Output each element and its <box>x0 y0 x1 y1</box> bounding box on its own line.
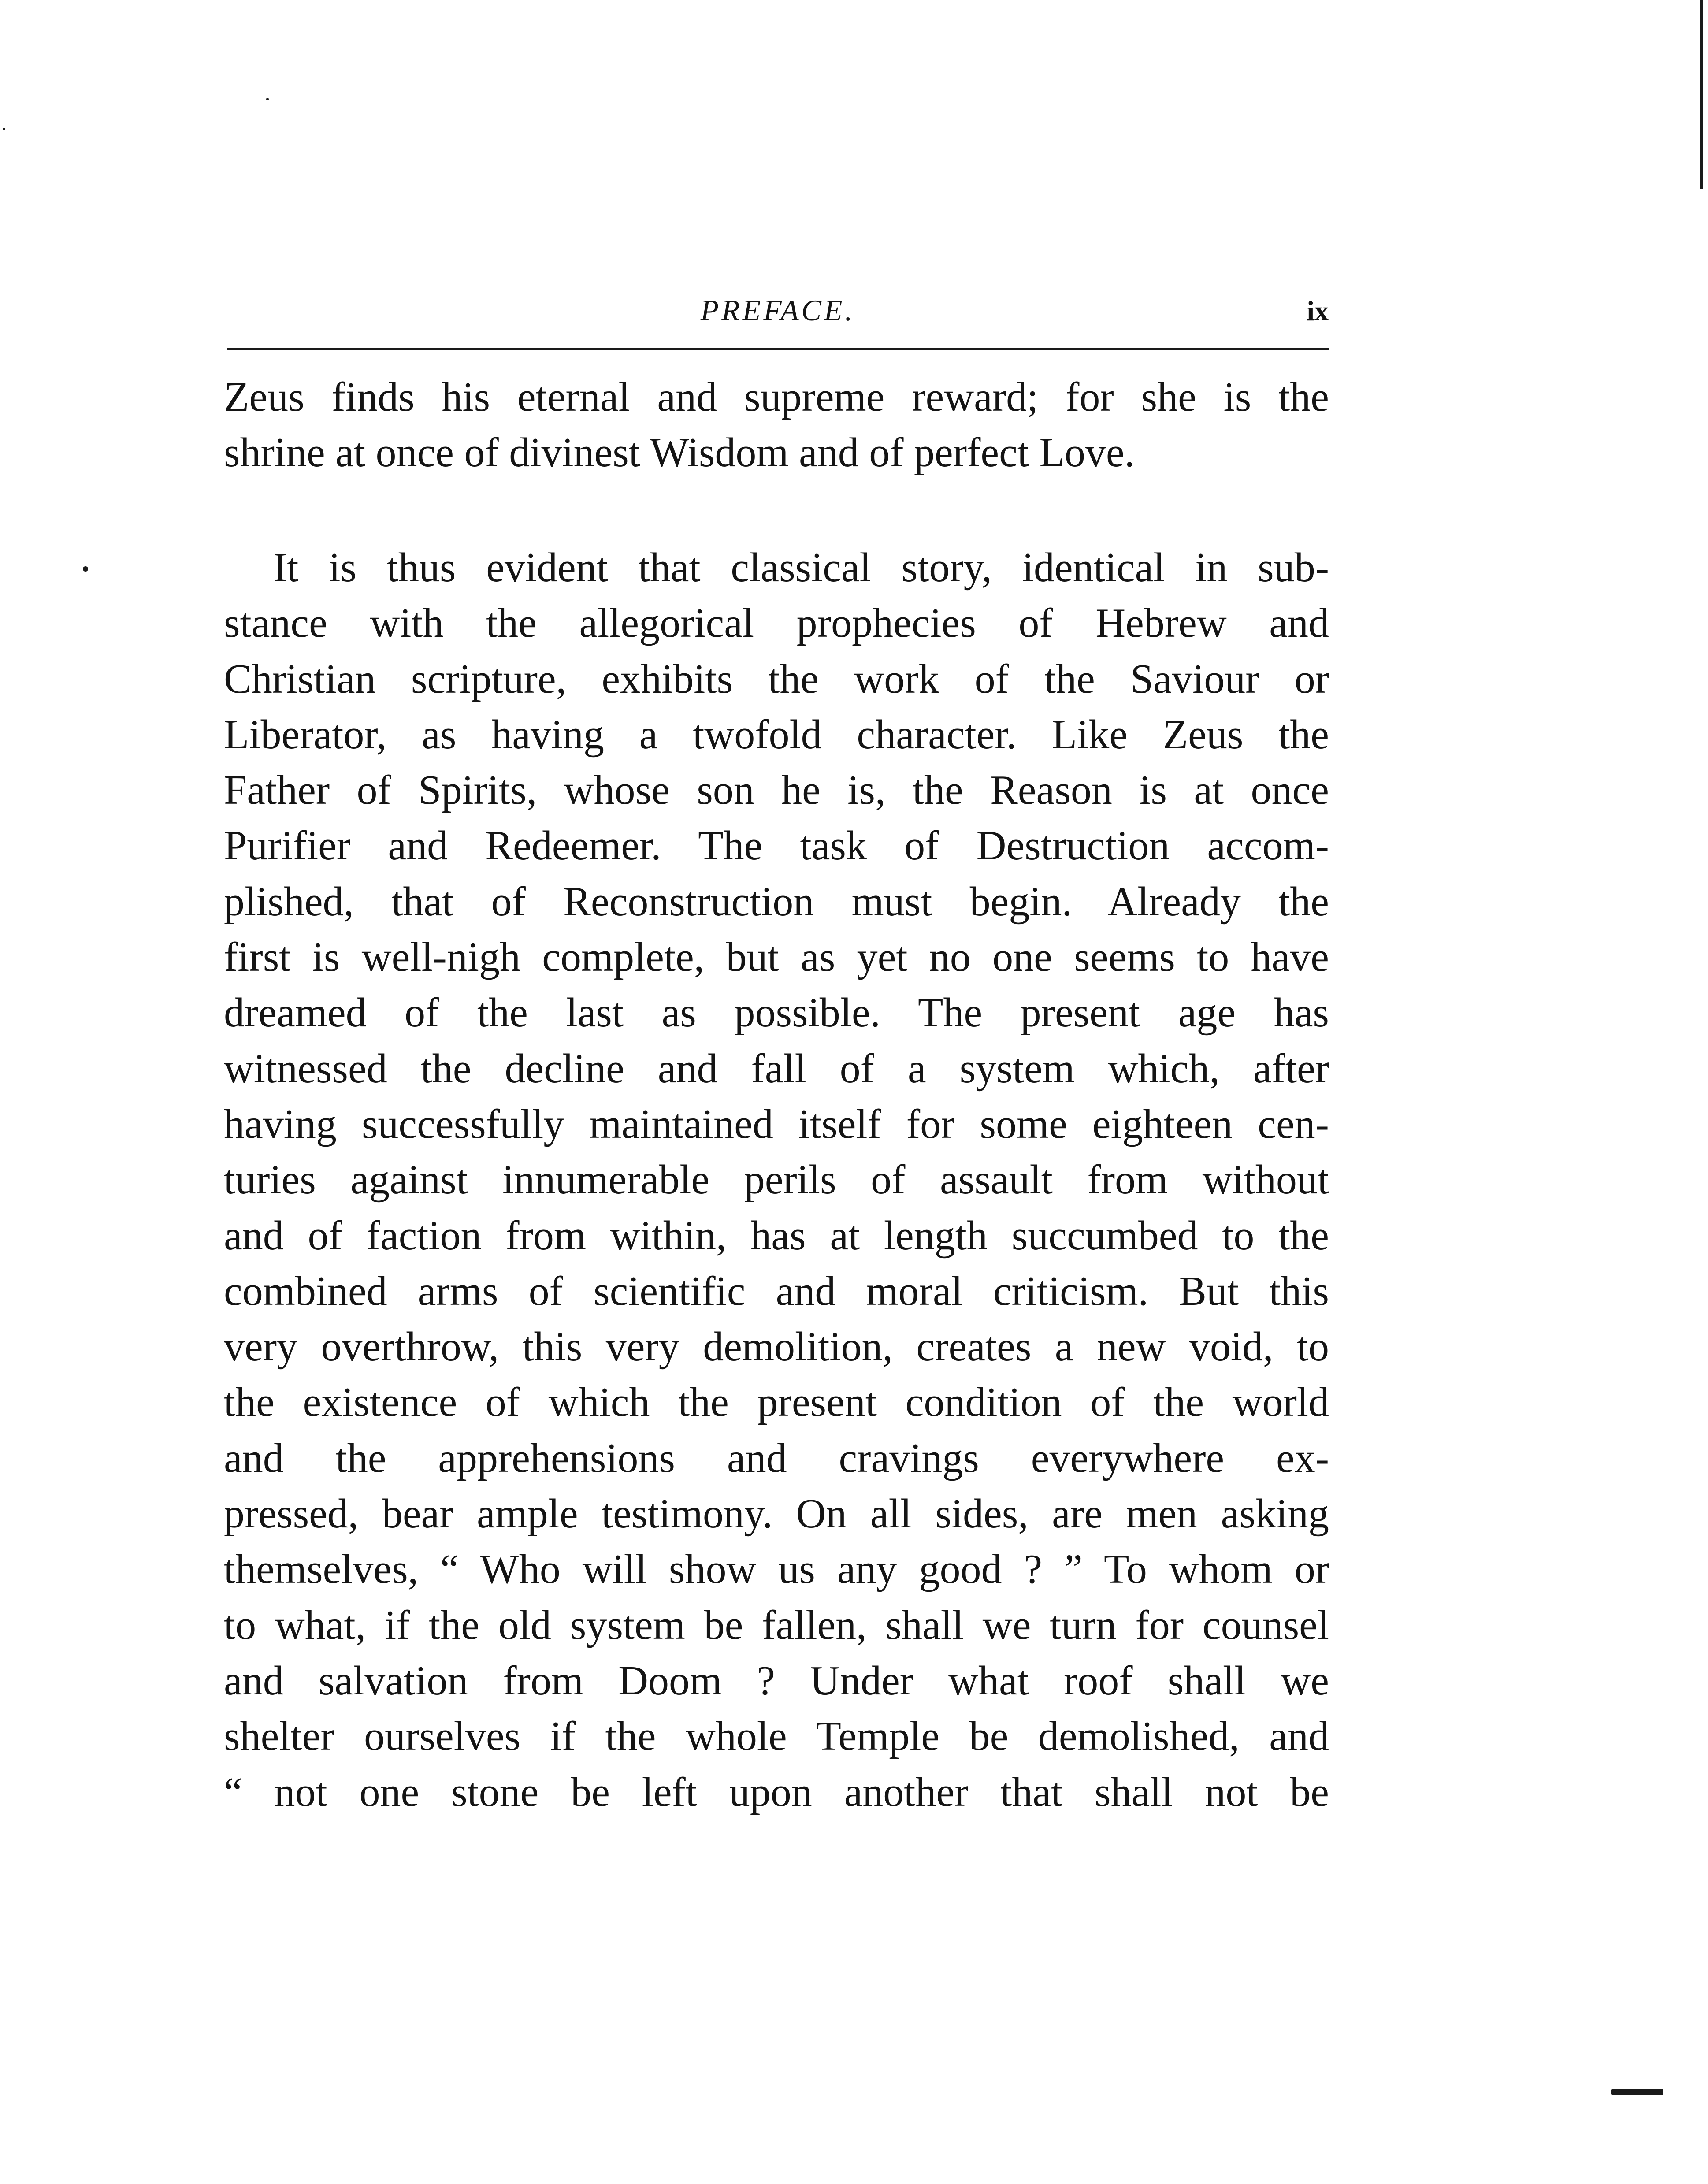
paragraph-1 <box>224 369 1329 481</box>
text-line: combined arms of scientific and moral criticism. But this <box>224 1268 1329 1314</box>
text-line: the existence of which the present condition of the world <box>224 1379 1329 1426</box>
text-line: Purifier and Redeemer. The task of Destruction accom- <box>224 823 1329 869</box>
page-number: ix <box>1307 295 1329 327</box>
text-line: Christian scripture, exhibits the work of the Saviour or <box>224 656 1329 702</box>
text-line: first is well-nigh complete, but as yet no one seems to have <box>224 934 1329 981</box>
text-line: shrine at once of divinest Wisdom and of perfect Love. <box>224 430 1135 476</box>
text-line: and the apprehensions and cravings everywhere ex- <box>224 1435 1329 1481</box>
header-rule <box>227 348 1329 350</box>
scan-dash <box>1611 2089 1663 2095</box>
scan-dot <box>3 128 5 130</box>
scan-edge-line <box>1700 0 1703 189</box>
text-line: Father of Spirits, whose son he is, the Reason is at once <box>224 767 1329 813</box>
text-line: turies against innumerable perils of assault from without <box>224 1157 1329 1203</box>
text-line: to what, if the old system be fallen, shall we turn for counsel <box>224 1602 1329 1648</box>
text-line: having successfully maintained itself for some eighteen cen- <box>224 1101 1329 1147</box>
text-line: “ not one stone be left upon another that shall not be <box>224 1769 1329 1815</box>
text-line: and of faction from within, has at length succumbed to the <box>224 1212 1329 1259</box>
text-line: plished, that of Reconstruction must begin. Already the <box>224 878 1329 925</box>
running-head <box>227 293 1329 342</box>
text-line: and salvation from Doom ? Under what roof shall we <box>224 1657 1329 1704</box>
text-line: Liberator, as having a twofold character. Like Zeus the <box>224 711 1329 758</box>
running-title: PREFACE. <box>700 293 855 327</box>
text-line: dreamed of the last as possible. The present age has <box>224 990 1329 1036</box>
text-line: It is thus evident that classical story, identical in sub- <box>273 545 1329 591</box>
text-line: witnessed the decline and fall of a system which, after <box>224 1045 1329 1092</box>
text-line: pressed, bear ample testimony. On all sides, are men asking <box>224 1491 1329 1537</box>
scan-dot <box>266 98 269 100</box>
text-line: very overthrow, this very demolition, creates a new void, to <box>224 1324 1329 1370</box>
text-line: stance with the allegorical prophecies of Hebrew and <box>224 600 1329 646</box>
text-line: shelter ourselves if the whole Temple be demolished, and <box>224 1713 1329 1760</box>
paragraph-2 <box>224 540 1329 1820</box>
text-line: themselves, “ Who will show us any good ? ” To whom or <box>224 1546 1329 1593</box>
text-line: Zeus finds his eternal and supreme reward; for she is the <box>224 374 1329 420</box>
scan-dot <box>83 566 88 572</box>
